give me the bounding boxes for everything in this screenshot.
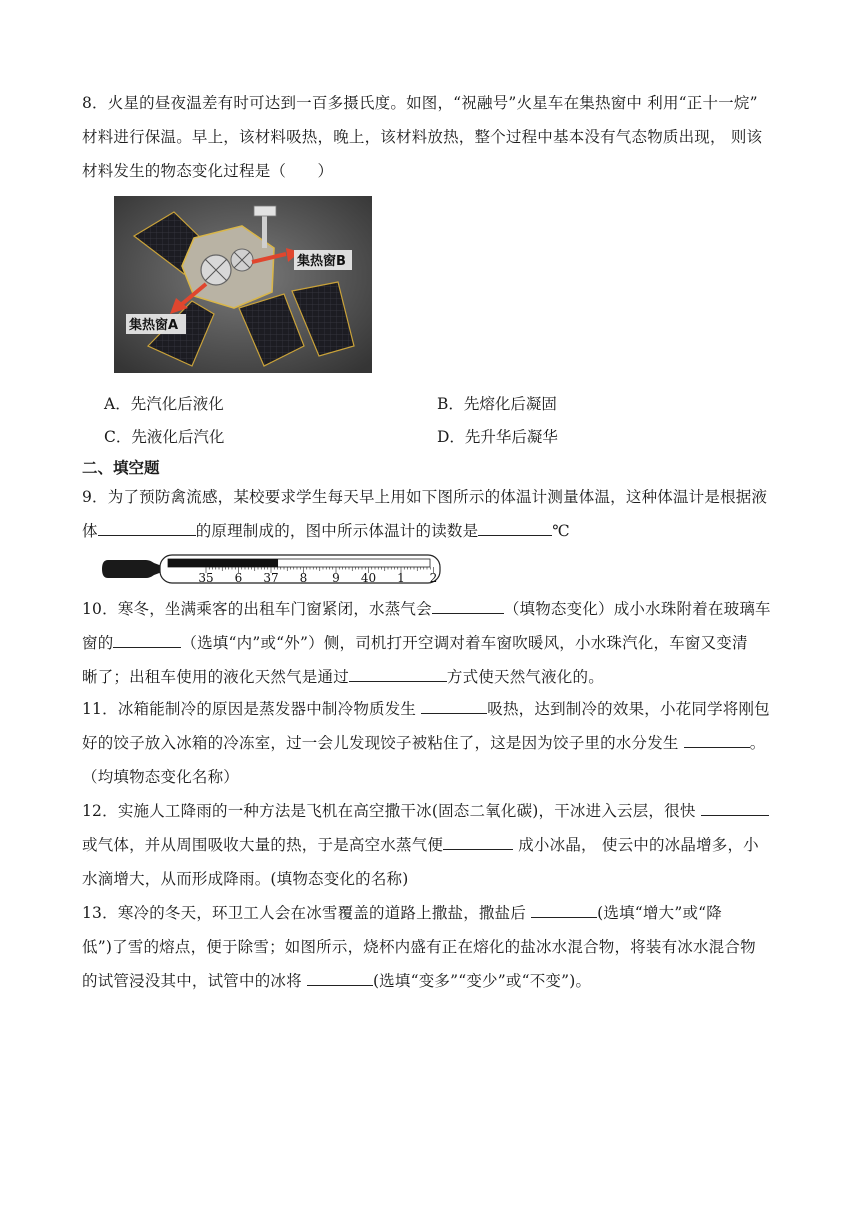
q13-line-3: 的试管浸没其中，试管中的冰将 (选填“变多”“变少”或“不变”)。	[82, 964, 782, 998]
rover-mast	[262, 214, 267, 248]
thermometer-bulb	[102, 560, 162, 578]
q12-blank-2[interactable]	[443, 831, 513, 850]
thermometer-figure	[100, 552, 444, 586]
q10-blank-1[interactable]	[432, 595, 504, 614]
q13-blank-2[interactable]	[307, 967, 373, 986]
question-11	[82, 692, 782, 794]
mars-rover-figure	[114, 196, 372, 373]
q8-line-1: 8．火星的昼夜温差有时可达到一百多摄氏度。如图，“祝融号”火星车在集热窗中 利用“正十一烷”	[82, 94, 758, 112]
scale-label: 35	[198, 571, 214, 585]
scale-label: 37	[263, 571, 279, 585]
option-b[interactable]: B．先熔化后凝固	[437, 395, 557, 413]
q10-line-3: 晰了；出租车使用的液化天然气是通过 方式使天然气液化的。	[82, 660, 782, 694]
label-heat-window-a: 集热窗A	[129, 318, 179, 333]
question-9	[82, 480, 782, 548]
q13-line-2: 低”)了雪的熔点，便于除雪；如图所示，烧杯内盛有正在熔化的盐冰水混合物，将装有冰水混合物	[82, 938, 756, 956]
scale-label: 40	[360, 571, 377, 585]
scale-label: 8	[299, 571, 308, 585]
q11-blank-1[interactable]	[421, 695, 487, 714]
label-heat-window-b: 集热窗B	[297, 254, 346, 269]
q12-line-1: 12．实施人工降雨的一种方法是飞机在高空撒干冰(固态二氧化碳)，干冰进入云层，很快	[82, 794, 782, 828]
section-heading: 二、填空题	[82, 459, 160, 477]
q13-line-1: 13．寒冷的冬天，环卫工人会在冰雪覆盖的道路上撒盐，撒盐后 (选填“增大”或“降	[82, 896, 782, 930]
q10-blank-2[interactable]	[113, 629, 181, 648]
question-10	[82, 592, 782, 694]
q8-line-2: 材料进行保温。早上，该材料吸热，晚上，该材料放热，整个过程中基本没有气态物质出现， 则该	[82, 128, 763, 146]
q12-line-3: 水滴增大，从而形成降雨。(填物态变化的名称)	[82, 870, 409, 888]
q9-line-2: 体 的原理制成的，图中所示体温计的读数是 ℃	[82, 514, 782, 548]
q12-line-2: 或气体，并从周围吸收大量的热，于是高空水蒸气便 成小冰晶， 使云中的冰晶增多，小	[82, 828, 782, 862]
option-c[interactable]: C．先液化后汽化	[104, 428, 225, 446]
q13-blank-1[interactable]	[531, 899, 597, 918]
q10-blank-3[interactable]	[349, 663, 447, 682]
question-12	[82, 794, 782, 896]
question-13	[82, 896, 782, 998]
q11-line-2: 好的饺子放入冰箱的冷冻室，过一会儿发现饺子被粘住了，这是因为饺子里的水分发生 。	[82, 726, 782, 760]
q8-line-3: 材料发生的物态变化过程是（ ）	[82, 162, 334, 180]
q11-blank-2[interactable]	[684, 729, 750, 748]
question-8	[82, 86, 782, 188]
q9-line-1: 9．为了预防禽流感，某校要求学生每天早上用如下图所示的体温计测量体温，这种体温计是根据液	[82, 488, 768, 506]
scale-label: 6	[234, 571, 243, 585]
q10-line-1: 10．寒冬，坐满乘客的出租车门窗紧闭，水蒸气会 （填物态变化）成小水珠附着在玻璃车	[82, 592, 782, 626]
scale-label: 9	[332, 571, 340, 585]
q12-blank-1[interactable]	[701, 797, 769, 816]
q9-blank-2[interactable]	[478, 517, 552, 536]
option-a[interactable]: A．先汽化后液化	[104, 395, 224, 413]
q11-line-3: （均填物态变化名称）	[82, 768, 240, 786]
option-d[interactable]: D．先升华后凝华	[437, 428, 558, 446]
q9-blank-1[interactable]	[98, 517, 196, 536]
scale-label: 2	[429, 571, 438, 585]
q11-line-1: 11．冰箱能制冷的原因是蒸发器中制冷物质发生 吸热，达到制冷的效果，小花同学将刚包	[82, 692, 782, 726]
scale-label: 1	[397, 571, 405, 585]
q10-line-2: 窗的 （选填“内”或“外”）侧，司机打开空调对着车窗吹暖风，小水珠汽化，车窗又变清	[82, 626, 782, 660]
mercury-column	[168, 559, 278, 567]
